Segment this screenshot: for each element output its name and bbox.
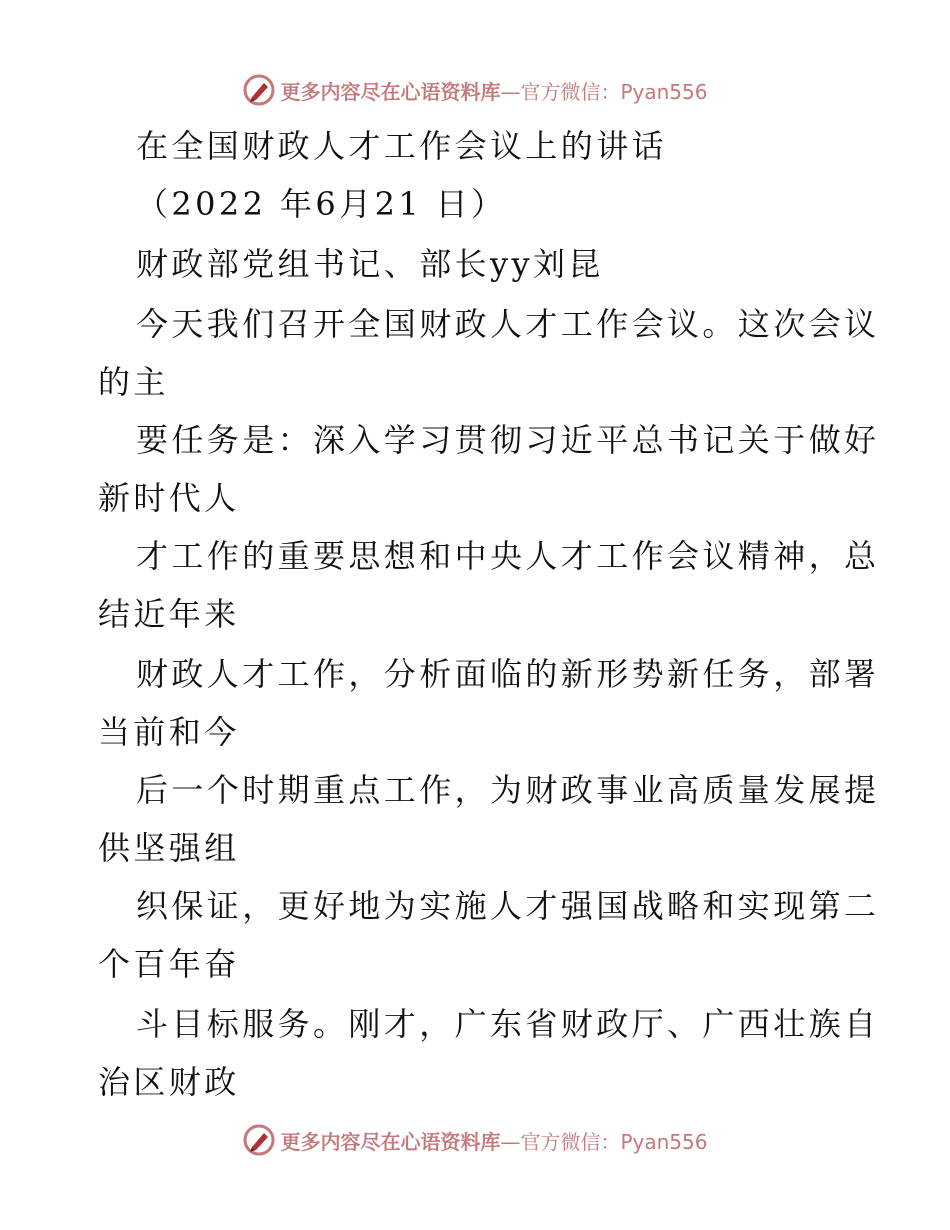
- paragraph-line: 财政人才工作，分析面临的新形势新任务，部署: [136, 655, 880, 693]
- header-banner-brand: 更多内容尽在心语资料库: [280, 79, 501, 104]
- paragraph-line: 斗目标服务。刚才，广东省财政厅、广西壮族自: [136, 1005, 880, 1043]
- footer-banner-brand: 更多内容尽在心语资料库: [280, 1129, 501, 1154]
- paragraph-line: 今天我们召开全国财政人才工作会议。这次会议: [136, 305, 880, 343]
- header-watermark-banner: [0, 70, 950, 110]
- footer-banner-text: [280, 1126, 707, 1155]
- document-title: 在全国财政人才工作会议上的讲话: [136, 127, 668, 165]
- paragraph-line: 织保证，更好地为实施人才强国战略和实现第二: [136, 887, 880, 925]
- header-banner-text: [280, 76, 707, 105]
- header-banner-contact: 官方微信：Pyan556: [520, 79, 708, 104]
- header-banner-dash: —: [500, 79, 521, 104]
- paragraph-line: 后一个时期重点工作，为财政事业高质量发展提: [136, 771, 880, 809]
- paragraph-line: 新时代人: [98, 479, 240, 517]
- footer-banner-dash: —: [500, 1129, 521, 1154]
- paragraph-line: 个百年奋: [98, 945, 240, 983]
- pen-nib-logo-icon: [242, 1123, 276, 1157]
- paragraph-line: 的主: [98, 363, 169, 401]
- paragraph-line: 结近年来: [98, 595, 240, 633]
- document-date: （2022 年6月21 日）: [136, 185, 507, 223]
- paragraph-line: 供坚强组: [98, 829, 240, 867]
- footer-watermark-banner: [0, 1120, 950, 1160]
- paragraph-line: 当前和今: [98, 713, 240, 751]
- paragraph-line: 治区财政: [98, 1063, 240, 1101]
- document-speaker: 财政部党组书记、部长yy刘昆: [136, 245, 604, 283]
- paragraph-line: 要任务是：深入学习贯彻习近平总书记关于做好: [136, 421, 880, 459]
- footer-banner-contact: 官方微信：Pyan556: [520, 1129, 708, 1154]
- paragraph-line: 才工作的重要思想和中央人才工作会议精神，总: [136, 537, 880, 575]
- pen-nib-logo-icon: [242, 73, 276, 107]
